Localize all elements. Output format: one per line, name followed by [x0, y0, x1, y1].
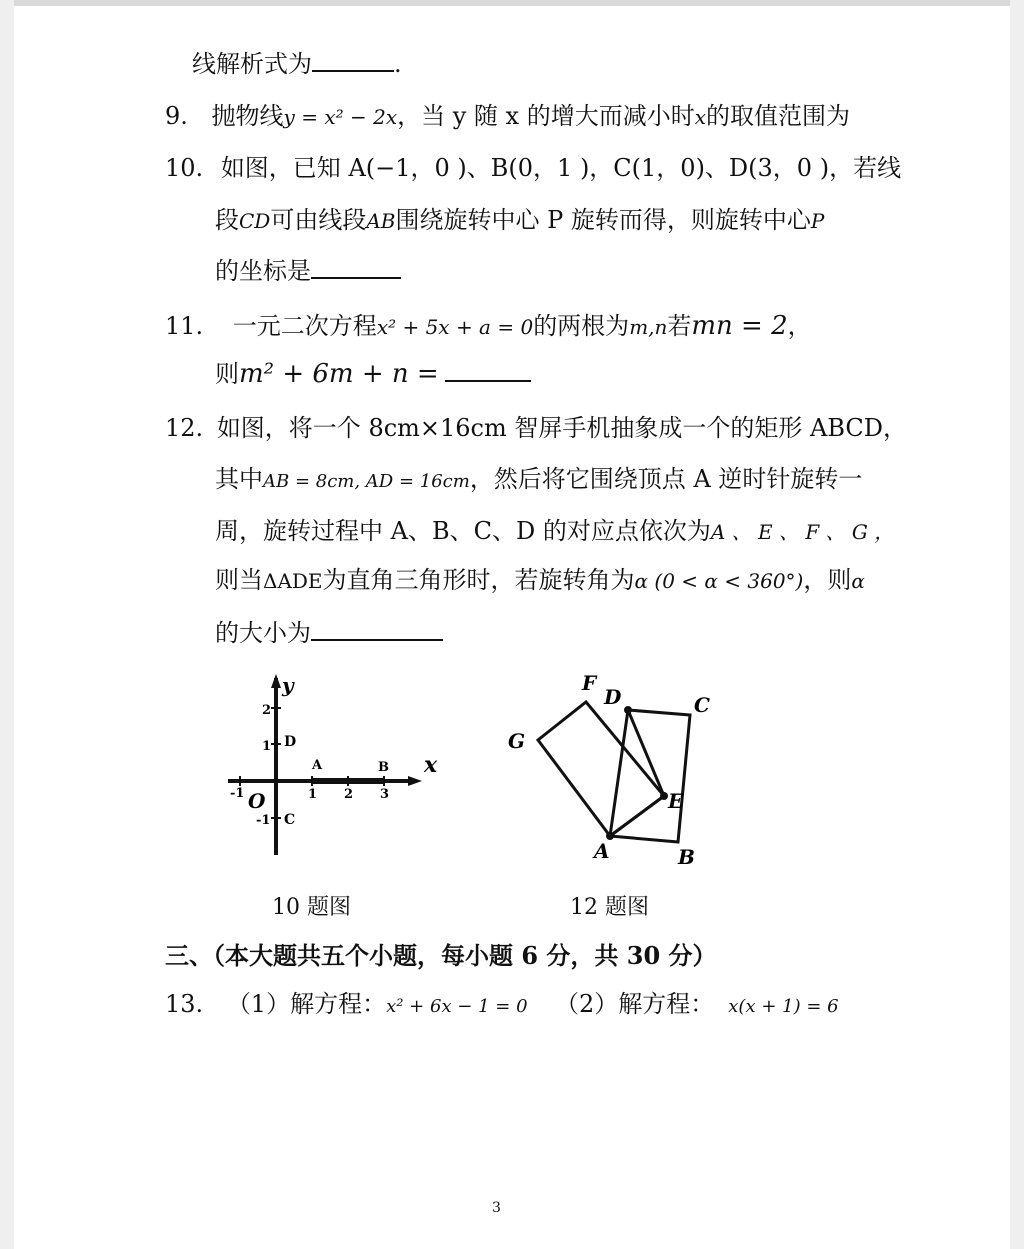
- figure-12-rectangles: [500, 668, 730, 873]
- q9-var: x: [694, 105, 706, 129]
- page-left-edge: [0, 0, 14, 1249]
- page-number: 3: [492, 1200, 501, 1216]
- question-12-line4: [215, 564, 865, 597]
- question-10-line3: [215, 255, 401, 287]
- label-tick-xm1: -1: [230, 786, 245, 801]
- q12-line4-c: ，则: [803, 566, 852, 594]
- q8-text: 线解析式为: [192, 50, 312, 78]
- figure-12-caption: 12 题图: [570, 895, 649, 920]
- q10-line2-a: 段: [215, 206, 239, 234]
- question-12-line3: [215, 515, 894, 548]
- label-tick-x3: 3: [380, 787, 390, 802]
- figure-10-graph: [220, 670, 450, 870]
- q12-alpha: α: [851, 569, 865, 593]
- label-d: D: [604, 685, 622, 709]
- q12-blank: [311, 617, 443, 641]
- question-9: [165, 100, 850, 133]
- q12-line5: 的大小为: [215, 619, 311, 647]
- question-12-line5: [215, 617, 443, 649]
- q12-line3-a: 周，旋转过程中 A、B、C、D 的对应点依次为: [215, 517, 711, 545]
- q11-text-c: 若: [667, 312, 692, 340]
- label-d: D: [284, 734, 297, 750]
- rectangle-aefg: [538, 702, 664, 836]
- label-c: C: [694, 693, 710, 717]
- label-tick-y2: 2: [262, 703, 272, 718]
- rectangle-abcd: [610, 710, 690, 842]
- q11-formula: x² + 5x + a = 0: [376, 315, 534, 339]
- q12-line2-a: 其中: [215, 465, 263, 493]
- segment-ae: [610, 796, 664, 836]
- q12-triangle: ΔADE: [263, 569, 323, 593]
- q10-p: P: [810, 209, 825, 233]
- q10-ab: AB: [366, 209, 396, 233]
- label-tick-ym1: -1: [256, 813, 271, 828]
- q12-line2-b: ，然后将它围绕顶点 A 逆时针旋转一: [469, 465, 863, 493]
- question-13: [165, 988, 528, 1023]
- q11-condition: mn = 2: [691, 311, 788, 341]
- label-f: F: [582, 671, 597, 695]
- q10-cd: CD: [239, 209, 271, 233]
- label-c: C: [284, 812, 296, 828]
- page-top-edge: [0, 0, 1024, 6]
- q10-blank: [311, 255, 401, 279]
- label-x: x: [424, 752, 438, 778]
- q8-blank: [312, 48, 394, 72]
- q10-number: 10.: [165, 154, 204, 182]
- label-y: y: [282, 673, 294, 697]
- y-axis-arrow: [271, 674, 281, 688]
- label-tick-y1: 1: [262, 739, 272, 754]
- page-right-edge: [1010, 0, 1024, 1249]
- q12-line4-a: 则当: [215, 566, 263, 594]
- q13-part2-label: （2）解方程：: [555, 990, 715, 1018]
- q11-text-b: 的两根为: [533, 312, 630, 340]
- q11-line2-a: 则: [215, 360, 239, 388]
- question-12-line2: [215, 463, 862, 498]
- label-e: E: [668, 789, 684, 813]
- label-a: A: [594, 839, 610, 863]
- q9-text-a: 抛物线: [211, 102, 284, 130]
- q12-line4-b: 为直角三角形时，若旋转角为: [322, 566, 635, 594]
- question-11-line1: [165, 310, 812, 343]
- point-e: [660, 792, 668, 800]
- q13-equation-2: x(x + 1) = 6: [728, 996, 839, 1017]
- q9-text-b: ，当 y 随 x 的增大而减小时: [397, 102, 695, 130]
- question-11-line2: [215, 358, 531, 390]
- q11-blank: [445, 358, 531, 382]
- question-10-line2: [215, 204, 824, 237]
- q12-line1: 如图，将一个 8cm×16cm 智屏手机抽象成一个的矩形 ABCD，: [216, 414, 908, 442]
- question-10-line1: [165, 152, 901, 184]
- question-13-part2: [555, 988, 839, 1023]
- q13-number: 13.: [165, 990, 204, 1018]
- q13-equation-1: x² + 6x − 1 = 0: [386, 996, 528, 1017]
- q8-period: .: [394, 50, 402, 78]
- point-d: [624, 706, 632, 714]
- q12-points: A 、 E 、 F 、 G ，: [710, 520, 895, 544]
- q8-tail: [192, 48, 402, 80]
- q10-line1: 如图，已知 A(−1，0 )、B(0，1 )，C(1，0)、D(3，0 )，若线: [220, 154, 902, 182]
- segment-de: [628, 710, 664, 796]
- q11-roots: m,n: [629, 315, 668, 339]
- q11-number: 11.: [165, 312, 204, 340]
- label-tick-x1: 1: [308, 787, 318, 802]
- q11-expression: m² + 6m + n =: [239, 359, 439, 389]
- q9-text-c: 的取值范围为: [705, 102, 850, 130]
- label-origin: O: [248, 789, 266, 813]
- label-b: B: [678, 845, 695, 869]
- figure-10-caption: 10 题图: [272, 895, 351, 920]
- q11-text-d: ，: [787, 312, 812, 340]
- q11-text-a: 一元二次方程: [232, 312, 377, 340]
- section-3-heading: 三、（本大题共五个小题，每小题 6 分，共 30 分）: [165, 941, 717, 970]
- question-12-line1: [165, 412, 907, 444]
- x-axis-arrow: [408, 776, 422, 786]
- q9-formula: y = x² − 2x: [283, 105, 398, 129]
- label-b: B: [378, 760, 389, 775]
- q12-angle-range: α (0 < α < 360°): [634, 569, 804, 593]
- label-tick-x2: 2: [344, 787, 354, 802]
- label-a: A: [312, 758, 323, 773]
- label-g: G: [508, 729, 526, 753]
- q12-dimensions: AB = 8cm, AD = 16cm: [263, 471, 470, 492]
- q10-line2-c: 围绕旋转中心 P 旋转而得，则旋转中心: [395, 206, 811, 234]
- q10-line2-b: 可由线段: [270, 206, 367, 234]
- q13-part1-label: （1）解方程：: [226, 990, 387, 1018]
- q10-line3: 的坐标是: [215, 257, 311, 285]
- q9-number: 9.: [165, 102, 188, 130]
- q12-number: 12.: [165, 414, 204, 442]
